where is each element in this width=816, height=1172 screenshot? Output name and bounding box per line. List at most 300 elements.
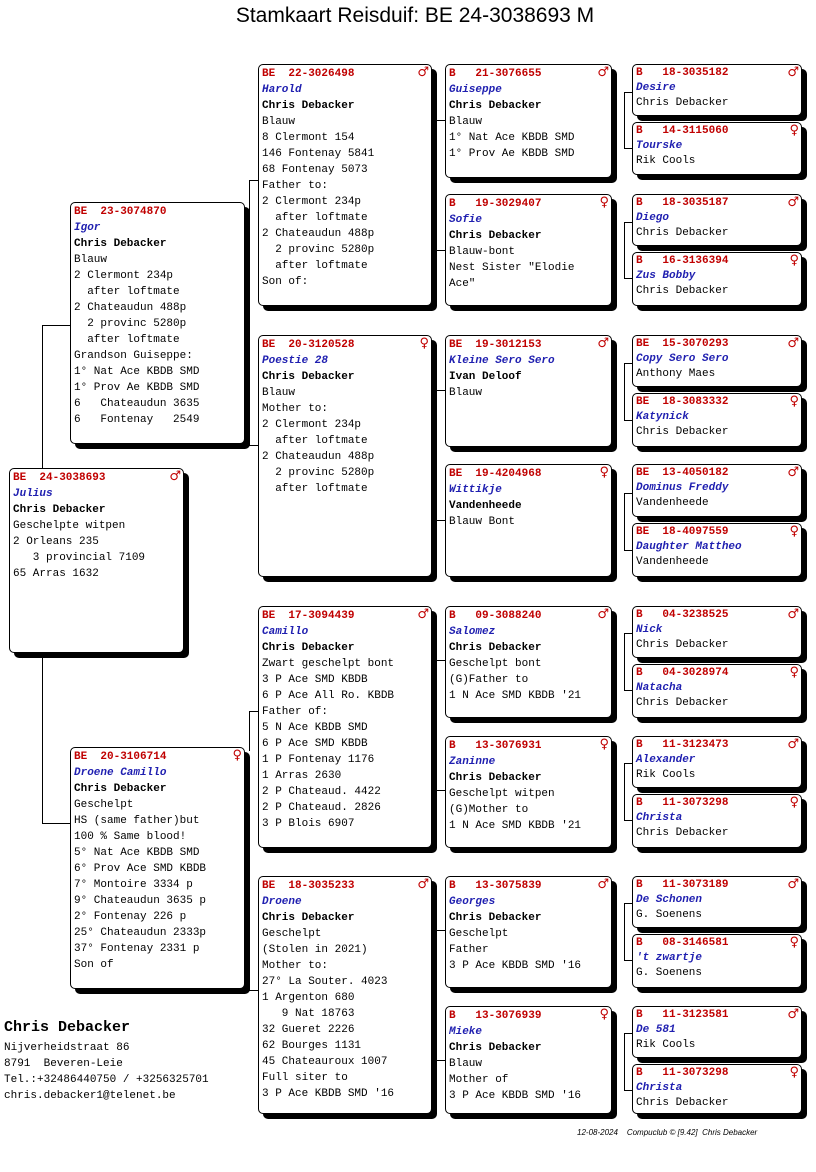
connector-line [624, 1033, 625, 1060]
connector-line [624, 960, 632, 961]
info-line: 2 provinc 5280p [74, 318, 187, 330]
pigeon-card-mother[interactable] [70, 747, 245, 989]
info-line: 6 P Ace SMD KBDB [262, 738, 368, 750]
female-icon: ♀ [789, 1065, 799, 1080]
ring-number: BE 17-3094439 [262, 610, 355, 622]
info-line: 6 P Ace All Ro. KBDB [262, 690, 395, 702]
breeder-name: Chris Debacker [262, 642, 355, 654]
info-line: 6 Fontenay 2549 [74, 414, 200, 426]
info-line: Blauw [74, 254, 108, 266]
ring-number: B 19-3029407 [449, 198, 542, 210]
info-line: 45 Chateauroux 1007 [262, 1056, 388, 1068]
info-line: HS (same father)but [74, 815, 200, 827]
pigeon-name: Droene Camillo [74, 767, 167, 779]
connector-line [436, 930, 445, 931]
info-line: Blauw [449, 116, 483, 128]
connector-line [624, 222, 632, 223]
connector-line [624, 92, 625, 120]
pigeon-card-gen3[interactable] [445, 736, 612, 848]
pigeon-name: Georges [449, 896, 496, 908]
breeder-name: Chris Debacker [636, 227, 729, 239]
software-version: Compuclub © [9.42] [626, 1128, 698, 1137]
footer-user: Chris Debacker [702, 1128, 758, 1137]
breeder-name: Chris Debacker [74, 238, 167, 250]
info-line: 1 Argenton 680 [262, 992, 355, 1004]
ring-number: B 13-3076939 [449, 1010, 542, 1022]
info-line: 37° Fontenay 2331 p [74, 943, 200, 955]
ring-number: B 13-3075839 [449, 880, 542, 892]
male-icon: ♂ [787, 195, 799, 210]
ring-number: B 18-3035182 [636, 67, 729, 79]
info-line: 3 P Ace KBDB SMD '16 [449, 960, 582, 972]
connector-line [436, 180, 437, 250]
pigeon-card-gen3[interactable] [445, 194, 612, 306]
ring-number: BE 18-3083332 [636, 396, 729, 408]
info-line: 1° Prov Ae KBDB SMD [449, 148, 575, 160]
pigeon-card-gen4[interactable] [632, 606, 802, 658]
female-icon: ♀ [419, 336, 429, 351]
connector-line [249, 711, 250, 751]
info-line: Blauw [262, 387, 296, 399]
female-icon: ♀ [789, 665, 799, 680]
pigeon-name: Zus Bobby [636, 270, 696, 282]
connector-line [624, 148, 632, 149]
info-line: Mother of [449, 1074, 509, 1086]
connector-line [436, 790, 445, 791]
male-icon: ♂ [787, 607, 799, 622]
pigeon-card-paternal-grandmother[interactable] [258, 335, 432, 577]
ring-number: B 09-3088240 [449, 610, 542, 622]
breeder-name: Ivan Deloof [449, 371, 522, 383]
info-line: Ace" [449, 278, 476, 290]
info-line: after loftmate [74, 286, 180, 298]
connector-line [42, 325, 43, 468]
info-line: Mother to: [262, 403, 329, 415]
connector-line [624, 390, 625, 420]
connector-line [436, 520, 445, 521]
info-line: 2 Orleans 235 [13, 536, 99, 548]
info-line: 9 Nat 18763 [262, 1008, 355, 1020]
pigeon-card-gen3[interactable] [445, 335, 612, 447]
pigeon-card-gen4[interactable] [632, 794, 802, 848]
pigeon-card-gen4[interactable] [632, 876, 802, 928]
info-line: 2 P Chateaud. 4422 [262, 786, 381, 798]
ring-number: BE 19-4204968 [449, 468, 542, 480]
info-line: 3 provincial 7109 [13, 552, 146, 564]
pigeon-name: Desire [636, 82, 676, 94]
pigeon-card-father[interactable] [70, 202, 245, 444]
breeder-name: Chris Debacker [449, 1042, 542, 1054]
connector-line [624, 903, 625, 930]
info-line: Son of: [262, 276, 309, 288]
info-line: Mother to: [262, 960, 329, 972]
connector-line [624, 493, 632, 494]
pigeon-name: Alexander [636, 754, 696, 766]
info-line: 1° Prov Ae KBDB SMD [74, 382, 200, 394]
info-line: (G)Father to [449, 674, 529, 686]
info-line: Father [449, 944, 489, 956]
female-icon: ♀ [789, 524, 799, 539]
pigeon-name: Katynick [636, 411, 689, 423]
breeder-name: Chris Debacker [449, 772, 542, 784]
info-line: Zwart geschelpt bont [262, 658, 395, 670]
info-line: 2 Clermont 234p [262, 196, 362, 208]
info-line: 9° Chateaudun 3635 p [74, 895, 207, 907]
connector-line [624, 363, 632, 364]
info-line: 7° Montoire 3334 p [74, 879, 193, 891]
info-line: Geschelpt [449, 928, 509, 940]
info-line: Geschelpte witpen [13, 520, 126, 532]
ring-number: B 11-3073298 [636, 797, 729, 809]
info-line: Son of [74, 959, 114, 971]
connector-line [624, 660, 625, 690]
connector-line [436, 390, 437, 445]
connector-line [436, 711, 437, 790]
info-line: 2 P Chateaud. 2826 [262, 802, 381, 814]
info-line: 5 N Ace KBDB SMD [262, 722, 368, 734]
connector-line [624, 278, 632, 279]
breeder-name: Chris Debacker [13, 504, 106, 516]
pigeon-card-gen4[interactable] [632, 1006, 802, 1058]
pigeon-card-gen4[interactable] [632, 1064, 802, 1114]
male-icon: ♂ [787, 877, 799, 892]
pigeon-name: Zaninne [449, 756, 496, 768]
owner-phone: Tel.:+32486440750 / +3256325701 [4, 1074, 209, 1086]
info-line: 1 Arras 2630 [262, 770, 342, 782]
pigeon-card-gen3[interactable] [445, 876, 612, 988]
owner-email: chris.debacker1@telenet.be [4, 1090, 176, 1102]
breeder-name: Chris Debacker [636, 827, 729, 839]
connector-line [436, 660, 445, 661]
connector-line [624, 633, 632, 634]
female-icon: ♀ [789, 123, 799, 138]
pigeon-name: 't zwartje [636, 952, 703, 964]
male-icon: ♂ [787, 65, 799, 80]
connector-line [624, 420, 632, 421]
ring-number: B 13-3076931 [449, 740, 542, 752]
breeder-name: Chris Debacker [636, 426, 729, 438]
male-icon: ♂ [597, 877, 609, 892]
info-line: 2 Chateaudun 488p [262, 228, 375, 240]
female-icon: ♀ [599, 1007, 609, 1022]
info-line: Geschelpt witpen [449, 788, 555, 800]
breeder-name: G. Soenens [636, 967, 703, 979]
connector-line [42, 325, 70, 326]
info-line: 146 Fontenay 5841 [262, 148, 375, 160]
connector-line [624, 493, 625, 520]
info-line: (Stolen in 2021) [262, 944, 368, 956]
female-icon: ♀ [789, 394, 799, 409]
pigeon-card-gen4[interactable] [632, 335, 802, 387]
connector-line [436, 930, 437, 990]
info-line: Blauw [262, 116, 296, 128]
pigeon-card-gen4[interactable] [632, 664, 802, 718]
connector-line [624, 550, 632, 551]
ring-number: B 11-3073189 [636, 879, 729, 891]
info-line: 2 Chateaudun 488p [74, 302, 187, 314]
connector-line [249, 370, 250, 445]
breeder-name: Chris Debacker [262, 912, 355, 924]
ring-number: BE 20-3106714 [74, 751, 167, 763]
info-line: after loftmate [74, 334, 180, 346]
pigeon-name: Kleine Sero Sero [449, 355, 555, 367]
pigeon-name: Mieke [449, 1026, 483, 1038]
ring-number: B 04-3028974 [636, 667, 729, 679]
pigeon-name: Sofie [449, 214, 483, 226]
ring-number: B 14-3115060 [636, 125, 729, 137]
connector-line [624, 790, 625, 820]
ring-number: BE 13-4050182 [636, 467, 729, 479]
male-icon: ♂ [597, 607, 609, 622]
pigeon-name: Tourske [636, 140, 683, 152]
info-line: Full siter to [262, 1072, 348, 1084]
male-icon: ♂ [417, 607, 429, 622]
male-icon: ♂ [787, 336, 799, 351]
pigeon-name: Nick [636, 624, 663, 636]
female-icon: ♀ [599, 737, 609, 752]
pigeon-card-gen3[interactable] [445, 606, 612, 718]
owner-name: Chris Debacker [4, 1019, 131, 1036]
connector-line [436, 660, 437, 711]
breeder-name: Chris Debacker [449, 642, 542, 654]
connector-line [42, 653, 43, 823]
connector-line [42, 823, 70, 824]
pigeon-card-maternal-grandfather[interactable] [258, 606, 432, 848]
connector-line [249, 990, 258, 991]
pigeon-card-maternal-grandmother[interactable] [258, 876, 432, 1114]
male-icon: ♂ [787, 1007, 799, 1022]
info-line: 2 Chateaudun 488p [262, 451, 375, 463]
connector-line [624, 1090, 632, 1091]
breeder-name: Rik Cools [636, 1039, 696, 1051]
male-icon: ♂ [787, 737, 799, 752]
print-footer [577, 1128, 757, 1137]
breeder-name: Chris Debacker [636, 639, 729, 651]
breeder-name: Chris Debacker [449, 230, 542, 242]
breeder-name: Vandenheede [449, 500, 522, 512]
ring-number: B 16-3136394 [636, 255, 729, 267]
info-line: 100 % Same blood! [74, 831, 187, 843]
info-line: 1° Nat Ace KBDB SMD [74, 366, 200, 378]
breeder-name: Vandenheede [636, 497, 709, 509]
breeder-name: G. Soenens [636, 909, 703, 921]
ring-number: B 21-3076655 [449, 68, 542, 80]
info-line: Blauw-bont [449, 246, 516, 258]
info-line: 2 provinc 5280p [262, 467, 375, 479]
pigeon-card-gen3[interactable] [445, 464, 612, 577]
info-line: 62 Bourges 1131 [262, 1040, 362, 1052]
print-date: 12-08-2024 [577, 1128, 618, 1137]
breeder-name: Chris Debacker [636, 1097, 729, 1109]
connector-line [436, 990, 437, 1060]
male-icon: ♂ [597, 336, 609, 351]
owner-street: Nijverheidstraat 86 [4, 1042, 130, 1054]
info-line: 25° Chateaudun 2333p [74, 927, 207, 939]
info-line: 6 Chateaudun 3635 [74, 398, 200, 410]
female-icon: ♀ [599, 465, 609, 480]
ring-number: B 04-3238525 [636, 609, 729, 621]
connector-line [624, 690, 632, 691]
info-line: after loftmate [262, 212, 368, 224]
connector-line [249, 930, 250, 990]
male-icon: ♂ [169, 469, 181, 484]
connector-line [249, 445, 258, 446]
pigeon-name: Droene [262, 896, 302, 908]
connector-line [624, 520, 625, 550]
female-icon: ♀ [232, 748, 242, 763]
female-icon: ♀ [789, 253, 799, 268]
info-line: Blauw [449, 387, 483, 399]
info-line: Geschelpt [74, 799, 134, 811]
pigeon-name: Guiseppe [449, 84, 502, 96]
info-line: 3 P Ace KBDB SMD '16 [449, 1090, 582, 1102]
info-line: Blauw [449, 1058, 483, 1070]
pigeon-card-gen4[interactable] [632, 736, 802, 788]
connector-line [624, 222, 625, 250]
breeder-name: Chris Debacker [636, 97, 729, 109]
info-line: Father to: [262, 180, 329, 192]
pigeon-name: Poestie 28 [262, 355, 329, 367]
info-line: 2 provinc 5280p [262, 244, 375, 256]
info-line: Grandson Guiseppe: [74, 350, 193, 362]
pigeon-name: Salomez [449, 626, 496, 638]
breeder-name: Chris Debacker [262, 100, 355, 112]
pigeon-card-gen4[interactable] [632, 523, 802, 577]
connector-line [436, 390, 445, 391]
breeder-name: Chris Debacker [449, 912, 542, 924]
pigeon-name: Copy Sero Sero [636, 353, 729, 365]
pigeon-card-gen4[interactable] [632, 252, 802, 306]
ring-number: B 11-3123473 [636, 739, 729, 751]
connector-line [436, 120, 445, 121]
breeder-name: Chris Debacker [449, 100, 542, 112]
pigeon-name: De Schonen [636, 894, 703, 906]
female-icon: ♀ [789, 935, 799, 950]
connector-line [624, 763, 625, 790]
male-icon: ♂ [787, 465, 799, 480]
info-line: 3 P Ace SMD KBDB [262, 674, 368, 686]
pigeon-name: Christa [636, 1082, 683, 1094]
info-line: 3 P Blois 6907 [262, 818, 355, 830]
ring-number: BE 20-3120528 [262, 339, 355, 351]
connector-line [624, 92, 632, 93]
pigeon-name: Igor [74, 222, 101, 234]
pigeon-name: Wittikje [449, 484, 502, 496]
connector-line [436, 445, 437, 520]
info-line: 5° Nat Ace KBDB SMD [74, 847, 200, 859]
pigeon-name: Camillo [262, 626, 309, 638]
pigeon-card-gen4[interactable] [632, 194, 802, 246]
male-icon: ♂ [417, 65, 429, 80]
female-icon: ♀ [599, 195, 609, 210]
pigeon-card-subject[interactable] [9, 468, 184, 653]
info-line: 32 Gueret 2226 [262, 1024, 355, 1036]
breeder-name: Rik Cools [636, 155, 696, 167]
breeder-name: Chris Debacker [636, 697, 729, 709]
info-line: Geschelpt bont [449, 658, 542, 670]
connector-line [436, 250, 445, 251]
ring-number: BE 23-3074870 [74, 206, 167, 218]
connector-line [624, 1060, 625, 1090]
info-line: (G)Mother to [449, 804, 529, 816]
ring-number: BE 19-3012153 [449, 339, 542, 351]
breeder-name: Chris Debacker [262, 371, 355, 383]
info-line: after loftmate [262, 260, 368, 272]
pigeon-name: Christa [636, 812, 683, 824]
pigeon-name: Dominus Freddy [636, 482, 729, 494]
pigeon-card-gen3[interactable] [445, 64, 612, 178]
info-line: Nest Sister "Elodie [449, 262, 575, 274]
connector-line [436, 120, 437, 180]
connector-line [249, 180, 258, 181]
connector-line [624, 1033, 632, 1034]
owner-city: 8791 Beveren-Leie [4, 1058, 123, 1070]
info-line: Father of: [262, 706, 329, 718]
pigeon-name: De 581 [636, 1024, 676, 1036]
connector-line [624, 120, 625, 148]
owner-contact [4, 1018, 209, 1104]
info-line: 1 P Fontenay 1176 [262, 754, 375, 766]
connector-line [624, 363, 625, 390]
pigeon-name: Harold [262, 84, 302, 96]
pigeon-card-gen4[interactable] [632, 64, 802, 116]
ring-number: B 08-3146581 [636, 937, 729, 949]
ring-number: B 11-3123581 [636, 1009, 729, 1021]
ring-number: B 11-3073298 [636, 1067, 729, 1079]
connector-line [436, 1060, 445, 1061]
ring-number: BE 18-4097559 [636, 526, 729, 538]
info-line: 68 Fontenay 5073 [262, 164, 368, 176]
ring-number: BE 18-3035233 [262, 880, 355, 892]
male-icon: ♂ [417, 877, 429, 892]
page-title: Stamkaart Reisduif: BE 24-3038693 M [235, 4, 595, 27]
ring-number: BE 24-3038693 [13, 472, 106, 484]
breeder-name: Rik Cools [636, 769, 696, 781]
info-line: Geschelpt [262, 928, 322, 940]
connector-line [249, 180, 250, 245]
pigeon-name: Diego [636, 212, 670, 224]
pigeon-card-gen4[interactable] [632, 393, 802, 447]
pigeon-name: Natacha [636, 682, 683, 694]
info-line: 1° Nat Ace KBDB SMD [449, 132, 575, 144]
info-line: Blauw Bont [449, 516, 516, 528]
connector-line [249, 711, 258, 712]
info-line: 8 Clermont 154 [262, 132, 355, 144]
breeder-name: Anthony Maes [636, 368, 716, 380]
info-line: 6° Prov Ace SMD KBDB [74, 863, 207, 875]
ring-number: BE 22-3026498 [262, 68, 355, 80]
male-icon: ♂ [597, 65, 609, 80]
info-line: 3 P Ace KBDB SMD '16 [262, 1088, 395, 1100]
info-line: 65 Arras 1632 [13, 568, 99, 580]
pigeon-card-paternal-grandfather[interactable] [258, 64, 432, 306]
pigeon-card-gen4[interactable] [632, 934, 802, 988]
info-line: 1 N Ace SMD KBDB '21 [449, 820, 582, 832]
connector-line [624, 820, 632, 821]
pigeon-card-gen4[interactable] [632, 464, 802, 517]
pigeon-card-gen4[interactable] [632, 122, 802, 175]
pigeon-name: Julius [13, 488, 53, 500]
info-line: after loftmate [262, 435, 368, 447]
breeder-name: Chris Debacker [636, 285, 729, 297]
info-line: 2 Clermont 234p [262, 419, 362, 431]
info-line: after loftmate [262, 483, 368, 495]
connector-line [624, 763, 632, 764]
female-icon: ♀ [789, 795, 799, 810]
connector-line [624, 633, 625, 660]
breeder-name: Chris Debacker [74, 783, 167, 795]
pigeon-card-gen3[interactable] [445, 1006, 612, 1114]
